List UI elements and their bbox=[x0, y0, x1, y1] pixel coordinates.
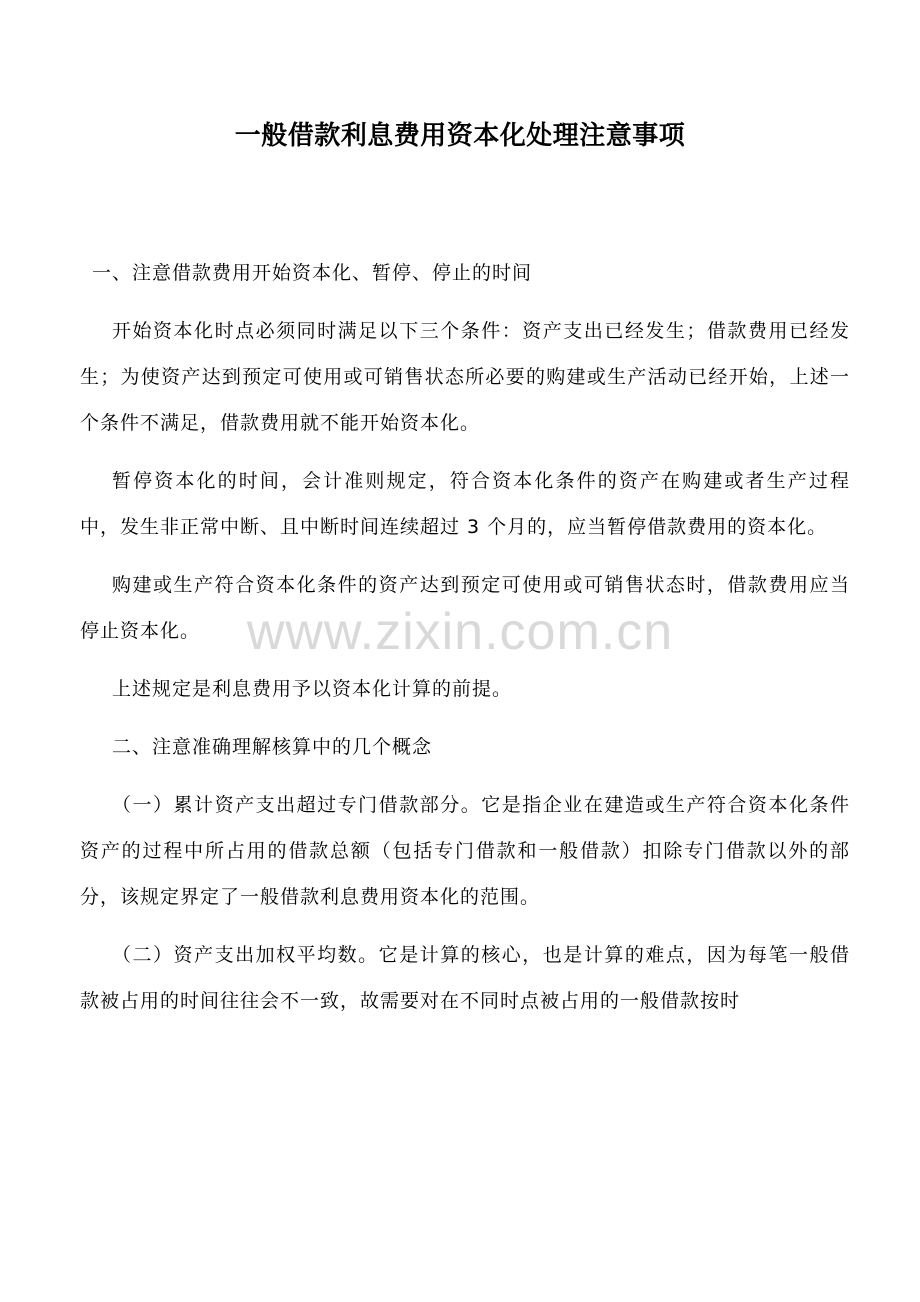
document-body bbox=[80, 250, 850, 1036]
document-title: 一般借款利息费用资本化处理注意事项 bbox=[234, 121, 686, 151]
paragraph: 暂停资本化的时间，会计准则规定，符合资本化条件的资产在购建或者生产过程中，发生非正常中断、且中断时间连续超过 3 个月的，应当暂停借款费用的资本化。 bbox=[80, 470, 850, 538]
paragraph: （二）资产支出加权平均数。它是计算的核心，也是计算的难点，因为每笔一般借款被占用的时间往往会不一致，故需要对在不同时点被占用的一般借款按时 bbox=[80, 944, 850, 1012]
paragraph: 开始资本化时点必须同时满足以下三个条件：资产支出已经发生；借款费用已经发生；为使资产达到预定可使用或可销售状态所必要的购建或生产活动已经开始，上述一个条件不满足，借款费用就不能开始资本化。 bbox=[80, 320, 850, 434]
watermark: www.zixin.com.cn bbox=[246, 603, 674, 661]
paragraph: 上述规定是利息费用予以资本化计算的前提。 bbox=[112, 678, 513, 700]
paragraph: 购建或生产符合资本化条件的资产达到预定可使用或可销售状态时，借款费用应当停止资本化。 bbox=[80, 574, 850, 642]
section-heading-1: 一、注意借款费用开始资本化、暂停、停止的时间 bbox=[92, 262, 533, 284]
section-heading-2: 二、注意准确理解核算中的几个概念 bbox=[112, 736, 433, 758]
paragraph: （一）累计资产支出超过专门借款部分。它是指企业在建造或生产符合资本化条件资产的过程中所占用的借款总额（包括专门借款和一般借款）扣除专门借款以外的部分，该规定界定了一般借款利息费用资本化的范围。 bbox=[80, 794, 850, 908]
